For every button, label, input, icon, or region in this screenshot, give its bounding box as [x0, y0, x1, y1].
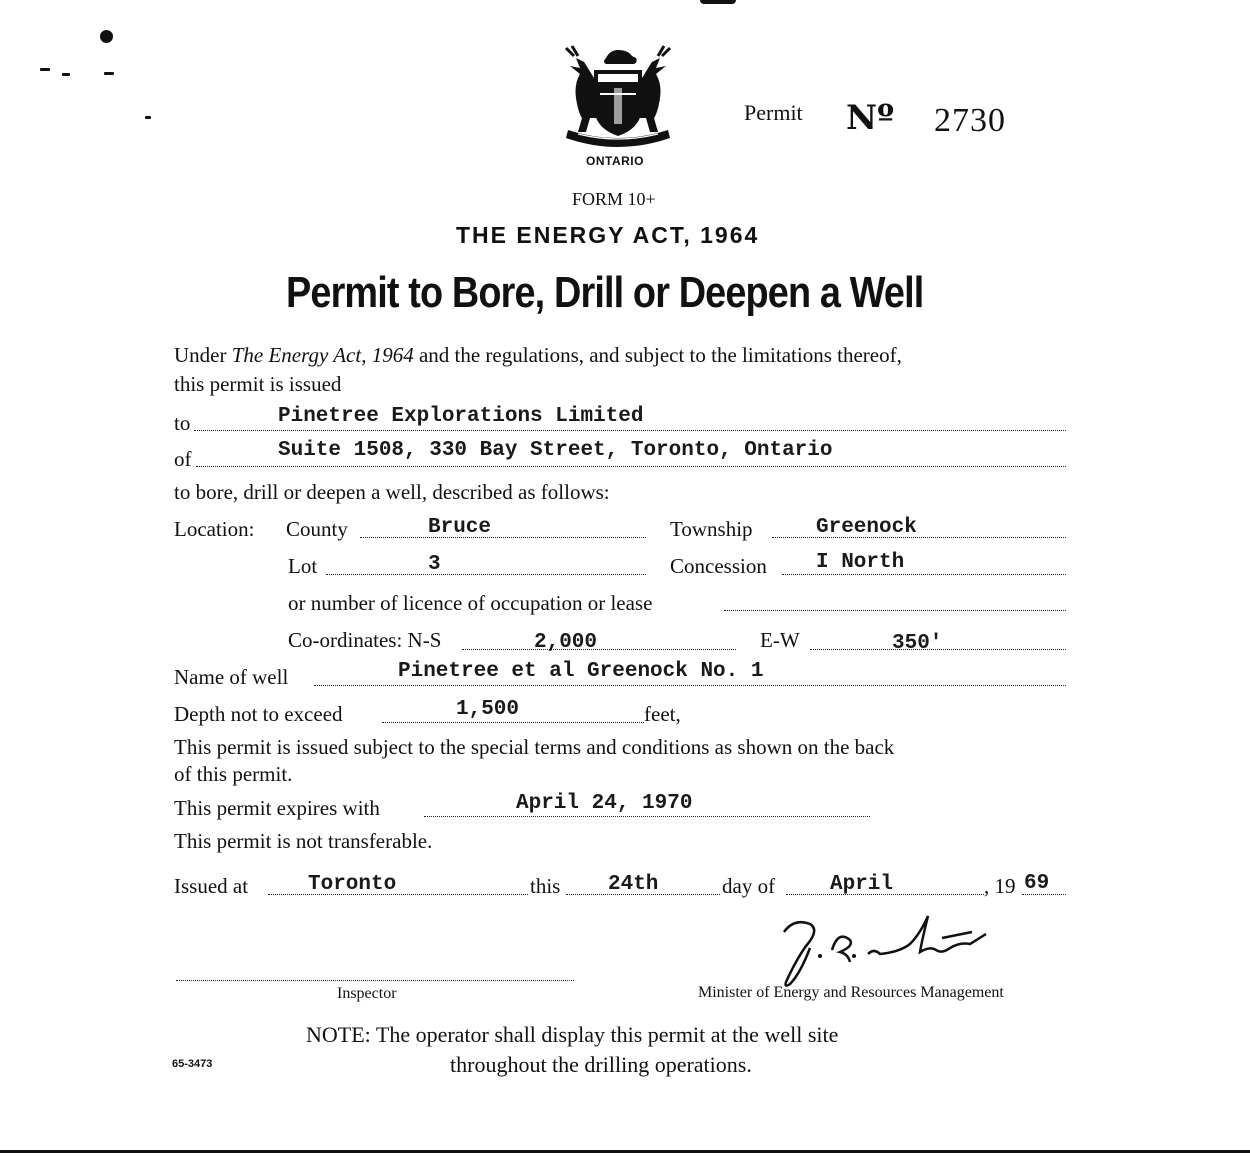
- depth-unit: feet,: [644, 702, 681, 726]
- lot-label: Lot: [288, 554, 318, 578]
- note-line-2: throughout the drilling operations.: [450, 1052, 752, 1077]
- minister-signature-icon: [772, 910, 1002, 990]
- conditions-line-1: This permit is issued subject to the special terms and conditions as shown on the back: [174, 735, 895, 759]
- issued-of-line: [196, 466, 1066, 467]
- coordinates-label: Co-ordinates: N-S: [288, 628, 442, 652]
- well-name-value: Pinetree et al Greenock No. 1: [398, 660, 764, 683]
- minister-label: Minister of Energy and Resources Management: [698, 984, 1004, 1001]
- expires-value: April 24, 1970: [516, 792, 693, 815]
- inspector-label: Inspector: [337, 985, 397, 1002]
- issued-of-label: of: [174, 447, 192, 471]
- expires-label: This permit expires with: [174, 796, 380, 820]
- intro-under: Under: [174, 343, 227, 367]
- intro-act-name: The Energy Act, 1964: [231, 343, 414, 367]
- ew-value: 350': [892, 632, 943, 655]
- page-title: Permit to Bore, Drill or Deepen a Well: [286, 268, 924, 317]
- intro-line-1: [174, 343, 902, 368]
- depth-value: 1,500: [456, 698, 520, 721]
- issued-this-label: this: [530, 874, 561, 898]
- scan-edge: [0, 1150, 1250, 1153]
- permit-number-symbol: Nº: [846, 98, 895, 138]
- permit-number: 2730: [934, 102, 1006, 139]
- township-label: Township: [670, 517, 753, 541]
- concession-value: I North: [816, 551, 905, 574]
- note-label: NOTE:: [306, 1022, 371, 1047]
- permit-label: Permit: [744, 100, 803, 125]
- scan-speck: [100, 30, 113, 43]
- county-line: [360, 537, 646, 538]
- note-line-1: [306, 1022, 838, 1048]
- concession-label: Concession: [670, 554, 767, 578]
- scan-speck: [40, 68, 50, 71]
- conditions-line-2: of this permit.: [174, 762, 293, 786]
- well-name-line: [314, 685, 1066, 686]
- ew-label: E-W: [760, 628, 800, 652]
- issued-year-prefix: , 19: [984, 874, 1016, 898]
- issued-year-suffix: 69: [1024, 872, 1050, 895]
- depth-label: Depth not to exceed: [174, 702, 343, 726]
- act-title: THE ENERGY ACT, 1964: [456, 222, 760, 248]
- not-transferable-text: This permit is not transferable.: [174, 829, 433, 853]
- issued-at-label: Issued at: [174, 874, 249, 898]
- licence-label: or number of licence of occupation or lease: [288, 591, 653, 615]
- issued-at-place: Toronto: [308, 873, 397, 896]
- intro-rest: and the regulations, and subject to the limitations thereof,: [418, 343, 902, 367]
- ontario-coat-of-arms-icon: [558, 44, 678, 154]
- scan-speck: [62, 73, 70, 76]
- issued-to-label: to: [174, 411, 191, 435]
- form-code: 65-3473: [172, 1058, 213, 1070]
- issued-of-value: Suite 1508, 330 Bay Street, Toronto, Ontario: [278, 439, 833, 462]
- scan-speck: [700, 0, 736, 4]
- described-text: to bore, drill or deepen a well, described as follows:: [174, 480, 610, 504]
- issued-day-of-label: day of: [722, 874, 776, 898]
- issued-month-value: April: [830, 873, 894, 896]
- expires-line: [424, 816, 870, 817]
- intro-line-2: this permit is issued: [174, 372, 342, 396]
- township-value: Greenock: [816, 516, 917, 539]
- issued-at-line: [268, 894, 528, 895]
- form-number: FORM 10+: [572, 189, 656, 209]
- county-value: Bruce: [428, 516, 492, 539]
- issued-day-value: 24th: [608, 873, 659, 896]
- scan-speck: [104, 72, 114, 75]
- concession-line: [782, 574, 1066, 575]
- ns-line: [462, 649, 736, 650]
- depth-line: [382, 722, 644, 723]
- lot-line: [326, 574, 646, 575]
- crest-label: ONTARIO: [586, 154, 644, 168]
- issued-to-line: [194, 430, 1066, 431]
- location-label: Location:: [174, 517, 255, 541]
- ns-value: 2,000: [534, 631, 598, 654]
- note-text-1: The operator shall display this permit at the well site: [375, 1022, 839, 1047]
- inspector-signature-line: [176, 980, 574, 981]
- county-label: County: [286, 517, 348, 541]
- scan-speck: [145, 116, 151, 119]
- licence-line: [724, 610, 1066, 611]
- well-name-label: Name of well: [174, 665, 289, 689]
- lot-value: 3: [428, 553, 441, 576]
- issued-to-value: Pinetree Explorations Limited: [278, 405, 644, 428]
